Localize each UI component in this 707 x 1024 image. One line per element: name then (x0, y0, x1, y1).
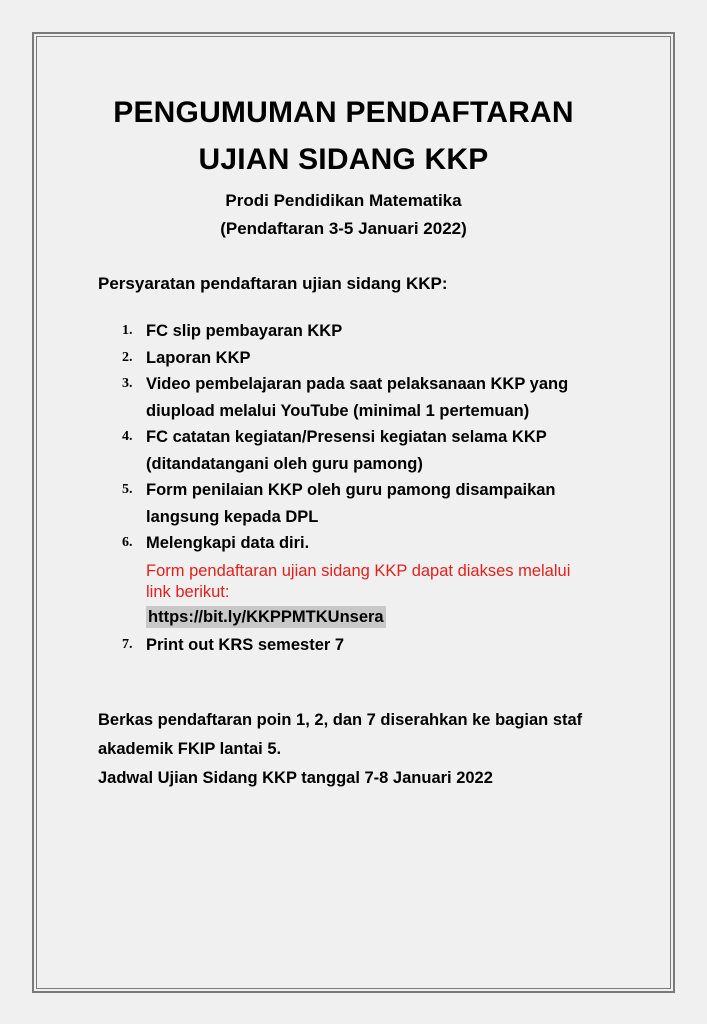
list-item-text: Form penilaian KKP oleh guru pamong disampaikan (146, 481, 556, 499)
form-note-line-1: Form pendaftaran ujian sidang KKP dapat diakses melalui (146, 561, 571, 580)
list-item-number: 4. (122, 429, 133, 444)
list-item (98, 371, 618, 424)
list-item-text: Print out KRS semester 7 (146, 635, 345, 654)
list-item (98, 318, 618, 345)
list-item-text: FC slip pembayaran KKP (146, 322, 343, 340)
list-item-number: 1. (122, 323, 133, 338)
registration-form-link[interactable]: https://bit.ly/KKPPMTKUnsera (148, 607, 384, 626)
list-item-text: Melengkapi data diri. (146, 534, 310, 552)
list-item (98, 424, 618, 477)
title-line-2: UJIAN SIDANG KKP (198, 143, 489, 176)
list-item (98, 345, 618, 372)
list-item-number: 2. (122, 349, 133, 365)
form-link-line (98, 606, 618, 630)
requirements-intro: Persyaratan pendaftaran ujian sidang KKP: (98, 274, 448, 293)
list-item-text-continued: (ditandatangani oleh guru pamong) (146, 454, 423, 473)
footer-submission-location: akademik FKIP lantai 5. (98, 740, 282, 758)
list-item (98, 477, 618, 530)
list-item-text: Laporan KKP (146, 348, 251, 367)
form-note (98, 561, 618, 630)
list-item-text-continued: diupload melalui YouTube (minimal 1 pertemuan) (146, 401, 530, 420)
subtitle-program: Prodi Pendidikan Matematika (225, 191, 462, 210)
footer-exam-schedule: Jadwal Ujian Sidang KKP tanggal 7-8 Januari 2022 (98, 769, 493, 787)
requirements-list (98, 318, 618, 658)
title-line-1: PENGUMUMAN PENDAFTARAN (113, 96, 574, 129)
list-item-text-continued: langsung kepada DPL (146, 507, 319, 526)
form-note-line-2: link berikut: (146, 582, 230, 601)
list-item-number: 3. (122, 376, 133, 391)
footer-submission-note: Berkas pendaftaran poin 1, 2, dan 7 diserahkan ke bagian staf (98, 711, 583, 729)
list-item-number: 6. (122, 535, 133, 550)
list-item (98, 530, 618, 557)
list-item-number: 5. (122, 482, 133, 497)
subtitle-registration-dates: (Pendaftaran 3-5 Januari 2022) (220, 219, 467, 238)
list-item-text: Video pembelajaran pada saat pelaksanaan KKP yang (146, 375, 569, 393)
footer-notes (98, 706, 618, 793)
list-item-text: FC catatan kegiatan/Presensi kegiatan selama KKP (146, 428, 547, 446)
list-item (98, 632, 618, 659)
list-item-number: 7. (122, 636, 133, 652)
